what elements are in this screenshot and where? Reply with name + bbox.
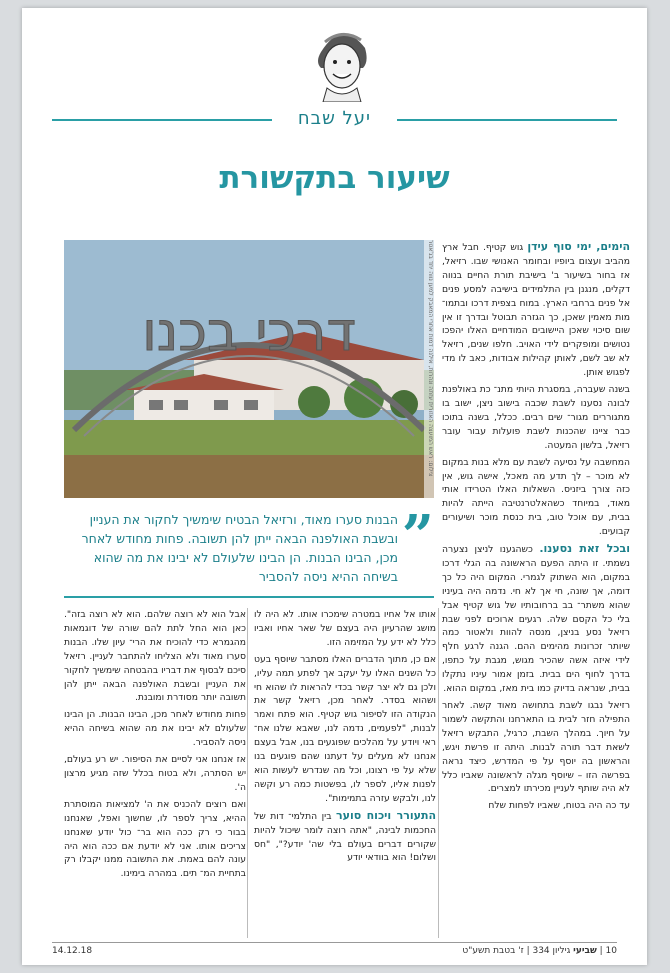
article-column-middle	[254, 608, 436, 938]
author-avatar	[307, 22, 377, 102]
lead-tail: גוש קטיף.	[483, 242, 524, 253]
article-headline: שיעור בתקשורת	[219, 160, 450, 196]
footer-info: 10 | שביעי גיליון 334 | ז' בטבת תשע"ט	[462, 946, 617, 956]
issue-info: גיליון 334 | ז' בטבת תשע"ט	[462, 946, 571, 956]
subheading-right: ובכל זאת נסענו.	[539, 542, 630, 556]
magazine-brand: שביעי	[573, 946, 597, 956]
col-mid-p2: אם כן, מתוך הדברים האלו מסתבר שיוסף בעט כל השנים האלו על יעקב אך לפתע תמה עליו, ולכן גם לא יצר קשר בכדי להראות לו שהוא חי ושהוא בסדר. לאחר מכן, רזיאל קשר את הנקודה הזו לסיפור גוש קטיף. הוא פתח ואמר לבנות, "לפעמים, נדמה לנו, שאבא שלנו אח־ ראי ויודע על מהלכים שפוגעים בנו, אבל בעצם אנחנו לא מעלים על דעתנו שהם פוגעים בנו שלא על פי רצונו, וכל מה שנדרש לעשות הוא לפנות אליו, לספר לו, בפשטות כמה רע וקשה לנו, ולבקש עזרה בתמימות".	[254, 653, 436, 804]
photo-credit: צילום: ראש המועצה האזורית עזתה ונהרות, אילנה דמות אחרי המאבק למען נווה יחד בג'אטר	[424, 240, 434, 498]
byline-rule-right	[397, 119, 617, 121]
page-footer	[52, 942, 617, 958]
author-byline	[52, 108, 617, 130]
page-number: 10	[605, 946, 617, 956]
col-left-p4: ואם רוצים להכניס את ה' למציאות המוסתרת ההיא, צריך לספר לו, שחשוך ואפל, שאנחנו בבור כי רק ככה הוא בר־ כול יודע שאנחנו צריכים אותו. אני לא יודעת אם ככה הוא היה עונה להם באמת. את התשובה ממנו יקבלו רק בתחיית המ־ תים. במהרה בימינו.	[64, 798, 246, 880]
pull-quote-rule	[64, 596, 434, 598]
footer-date: 14.12.18	[52, 946, 93, 956]
col-mid-p1: אותו אל אחיו במטרה שימכרו אותו. לא היה לו מושג שהרעיון היה בעצם של שאר אחיו ואביו כלל לא ידע על המזימה הזו.	[254, 609, 436, 648]
pull-quote-text: הבנות סערו מאוד, ורזיאל הבטיח שימשיך לחקור את העניין ובשבת האולפנה הבאה ייתן להן תשובה. פחות מחודש לאחר מכן, הבינו הבנות. הן הבינו שלעולם לא יבינו את מה שהוא בשיחה ההיא ניסה להסביר	[81, 512, 398, 584]
col-right-p1: חבל ארץ מהביב ועצום ביופיו ובחומר האנושי שבו. רזיאל, אז בחור בשיעור ב' בישיבת תורת החיים בנווה דקלים, מנגנן בין התלמידים בישיבה למסע פנים אל פנים ברחבי הארץ. במוח בצפית דרכו ובתמו־ מות מאמין שאכן, כך הגזרה תבוטל ובדרך זו אין שום סיכוי שאכן היישובים המודחיים האלו יהפכו נטושים ומופקרים לידי האויב. חלפו שנים, רזיאל לא שב לשם, לאותן קהילות אבודות, כאב לו מדי לפגוש אותן.	[442, 242, 630, 379]
magazine-page	[22, 8, 647, 965]
column-divider	[438, 608, 439, 938]
col-right-p4: כשהגענו לניצן נצערה נשמתי. זו היתה הפעם הראשונה בה הגלי דרכו במקום, הוא השתוק לגמרי. המקום היה כל כך דומה, אך שונה, חי אך לא חי. נדמה היה בעיניו שהוא משתר־ בב ברחובותיו של גוש קטיף אבל בלי כל הקסם שלה. רגעים ארוכים לפני שבת רזיאל נסע בניצן, מנסה להוות ולאטור כמה שיותר זכרונות מהימים ההם. הגנה לרגע חלף לידי איזה אשה שהכיר מגוש, מגבת על כתפו, בדרך לחוף הים בבית. בזמן אמור עיניו נתקלו בבית, שנראה בדיוק כמו בית מאז, במקום ההוא.	[442, 544, 630, 695]
col-left-p1: אבל הוא לא רוצה שלהם. הוא לא רוצה בזה". כאן הוא החל לתת להם שורה של דוגמאות מהגמרא כדי להוכיח את הרי־ עיון שלו. הבנות סערו מאוד ולא הצליחו להתחבר לעניין. רזיאל סיכם לבסוף את דבריו בהבטחה שימשיך לחקור את העניין ובשבת האולפנה הבאה ייתן להן תשובה יותר מסודרת ומובנת.	[64, 609, 246, 704]
lead-in: הימים, ימי סוף עידן	[527, 240, 630, 253]
col-right-p2: בשנה שעברה, במסגרת היותי מתנ־ כת באולפנת לבונה נסענו לשבת שכבה בישוב ניצן, ישוב בו מתגוררים מגור־ שים רבים. ככלל, בשנה בתוכו כבר ציינו שהכנות לשבת פועלות עבור עובר רזיאל, בלשון המעטה.	[442, 384, 630, 451]
quote-mark-icon: ”	[401, 503, 434, 569]
col-right-p5: רזיאל נבגו לשבת בתחושה מאוד קשה. לאחר התפילה חזר לבית בו התארחנו והתקשה לשמור על חיוך. במהלך השבת, כרגיל, התבקש רזיאל לשאת דבר תורה לבנות. היתה זו פרשת ויגש, והראשון בה יוסף על פי המדרש, כיצד נראה בפרשה הזו – שיוסף מגלה לראשונה שאביו כלל לא היה שותף לעניין מכירתו למצרים.	[442, 700, 630, 795]
col-right-p6: עד כה היה בטוח, שאביו לפחות שלח	[488, 800, 630, 812]
subheading-middle: התעורר ויכוח סוער	[336, 808, 436, 822]
article-column-left	[64, 608, 246, 938]
col-mid-p3: בין התלמי־ דות של החכמות לבינה, "אתה רוצה לומר שיכול להיות שקורים דברים בעולם בלי שה' יודע?", "חס ושלום! הוא בוודאי יודע	[254, 810, 436, 864]
col-left-p2: פחות מחודש לאחר מכן, הבינו הבנות. הן הבינו שלעולם לא יבינו את מה שהוא בשיחה ההיא ניסה להסביר.	[64, 709, 246, 749]
col-right-p3: המחשבה על נסיעה לשבת עם מלא בנות במקום לא מוכר – לך תדע מה מאכל, אישה גוש, אין כזה צורך ביזניס. השאלות האלו הטרידו אותי מאוד, במיוחד כשהאלטרנטיבה הייתה להיות בבית, עם אוכל טוב, בית כנסת מוכר ושיעורים קבועים.	[442, 456, 630, 538]
article-column-right	[442, 240, 630, 950]
col-left-p3: אז אנחנו אני לסיים את הסיפור. יש רע בעולם, יש הסתרה, ולא בטוח בכלל שזה מגיע מרצון ה'.	[64, 754, 246, 793]
author-name: יעל שבח	[297, 108, 372, 129]
photo-scene	[64, 240, 434, 498]
pull-quote	[64, 503, 434, 588]
gate-sign-text: דרכי בכנו	[142, 300, 356, 363]
column-divider	[247, 608, 248, 938]
article-photo	[64, 240, 434, 498]
footer-rule	[52, 942, 617, 943]
